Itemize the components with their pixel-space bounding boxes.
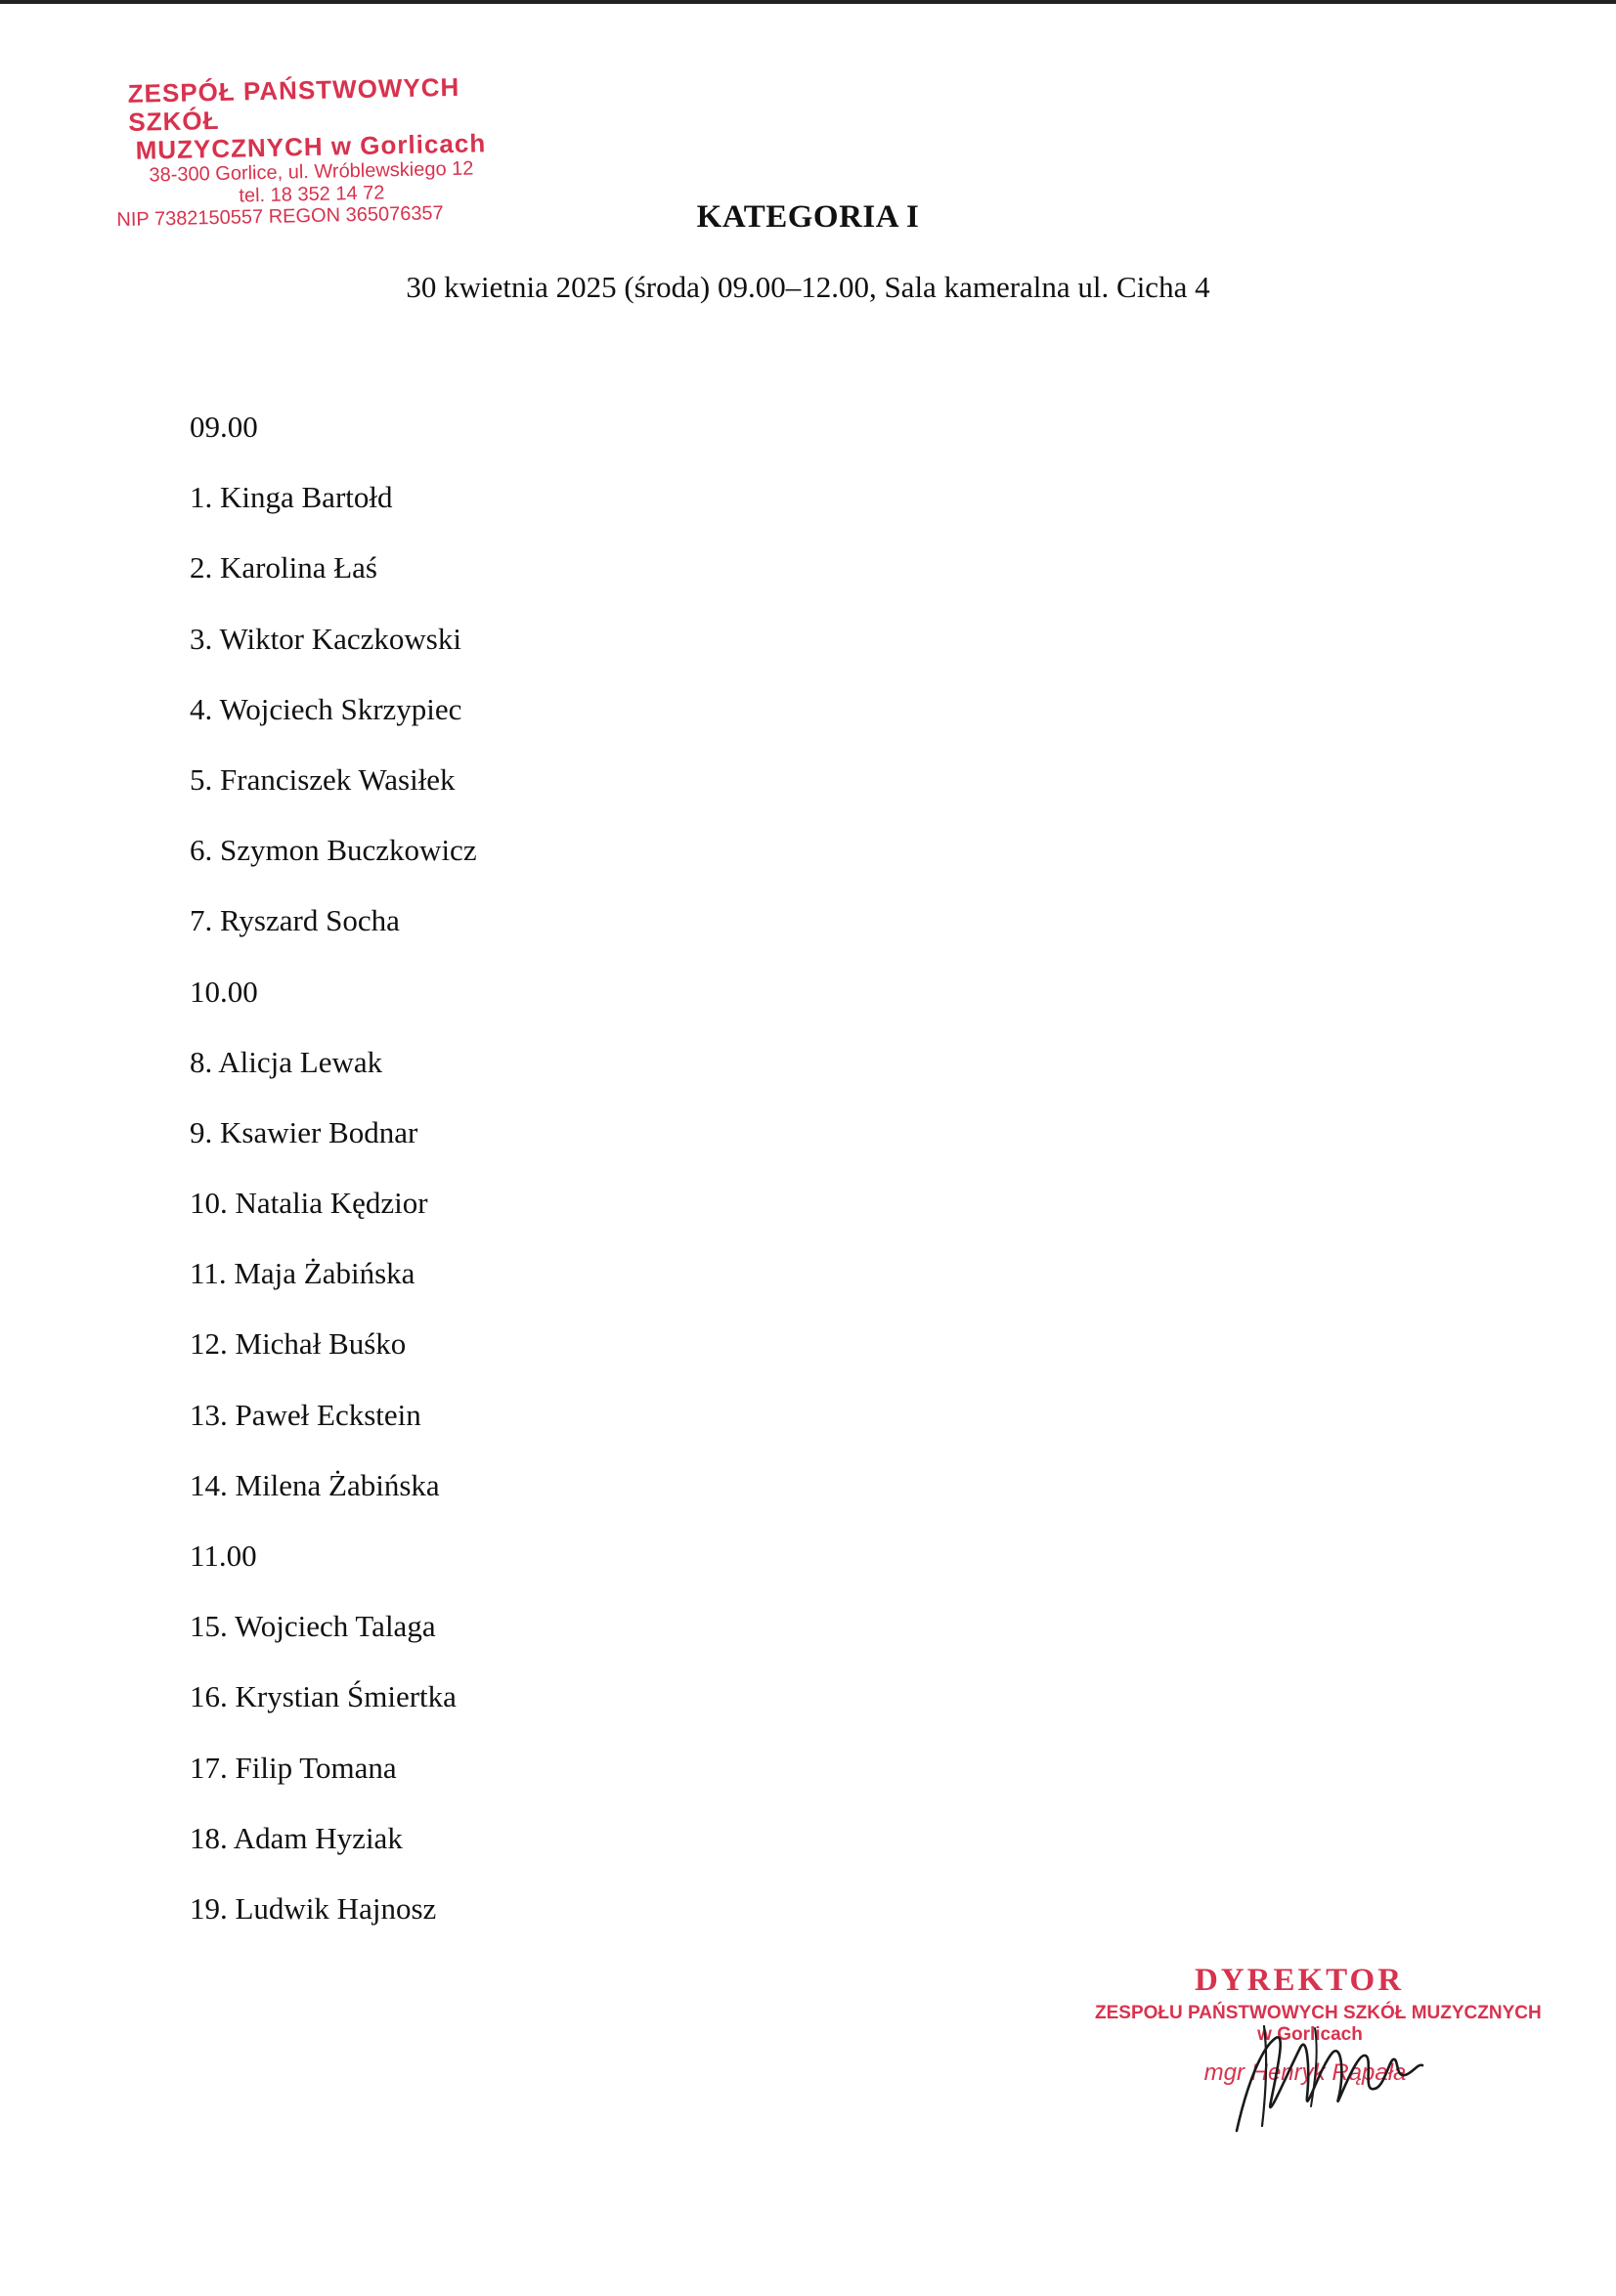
participant-row: 18. Adam Hyziak: [190, 1820, 403, 1855]
participant-row: 2. Karolina Łaś: [190, 550, 377, 585]
handwritten-signature: [1217, 2009, 1442, 2136]
director-name: mgr Henryk Rąpała: [1203, 2059, 1407, 2086]
participant-row: 3. Wiktor Kaczkowski: [190, 621, 461, 656]
participant-row: 5. Franciszek Wasiłek: [190, 761, 456, 797]
participant-row: 19. Ludwik Hajnosz: [190, 1890, 437, 1926]
participant-row: 6. Szymon Buczkowicz: [190, 833, 477, 868]
stamp-line-3: 38-300 Gorlice, ul. Wróblewskiego 12: [149, 157, 474, 187]
participant-row: 14. Milena Żabińska: [190, 1467, 440, 1502]
time-slot: 10.00: [190, 974, 258, 1009]
stamp-line-2: MUZYCZNYCH w Gorlicach: [135, 128, 487, 165]
scan-top-edge: [0, 0, 1616, 4]
participant-row: 10. Natalia Kędzior: [190, 1186, 428, 1221]
director-title: DYREKTOR: [1194, 1963, 1405, 1998]
director-institution: ZESPOŁU PAŃSTWOWYCH SZKÓŁ MUZYCZNYCH: [1095, 2003, 1542, 2023]
stamp-line-4: tel. 18 352 14 72: [239, 182, 385, 207]
participant-row: 12. Michał Buśko: [190, 1326, 407, 1362]
time-slot: 09.00: [190, 410, 258, 444]
schedule-list: [190, 409, 477, 1961]
director-city: w Gorlicach: [1257, 2024, 1363, 2045]
participant-row: 16. Krystian Śmiertka: [190, 1679, 457, 1714]
participant-row: 7. Ryszard Socha: [190, 903, 400, 938]
stamp-line-1: ZESPÓŁ PAŃSTWOWYCH SZKÓŁ: [127, 71, 460, 138]
participant-row: 13. Paweł Eckstein: [190, 1397, 421, 1432]
participant-row: 11. Maja Żabińska: [190, 1256, 415, 1291]
participant-row: 1. Kinga Bartołd: [190, 480, 393, 515]
document-subheading: 30 kwietnia 2025 (środa) 09.00–12.00, Sala kameralna ul. Cicha 4: [406, 270, 1210, 304]
participant-row: 17. Filip Tomana: [190, 1750, 397, 1785]
stamp-line-5: NIP 7382150557 REGON 365076357: [116, 202, 444, 232]
time-slot: 11.00: [190, 1538, 257, 1573]
document-heading: KATEGORIA I: [696, 199, 920, 235]
participant-row: 4. Wojciech Skrzypiec: [190, 691, 462, 726]
participant-row: 15. Wojciech Talaga: [190, 1609, 436, 1644]
participant-row: 9. Ksawier Bodnar: [190, 1114, 418, 1149]
participant-row: 8. Alicja Lewak: [190, 1044, 383, 1079]
